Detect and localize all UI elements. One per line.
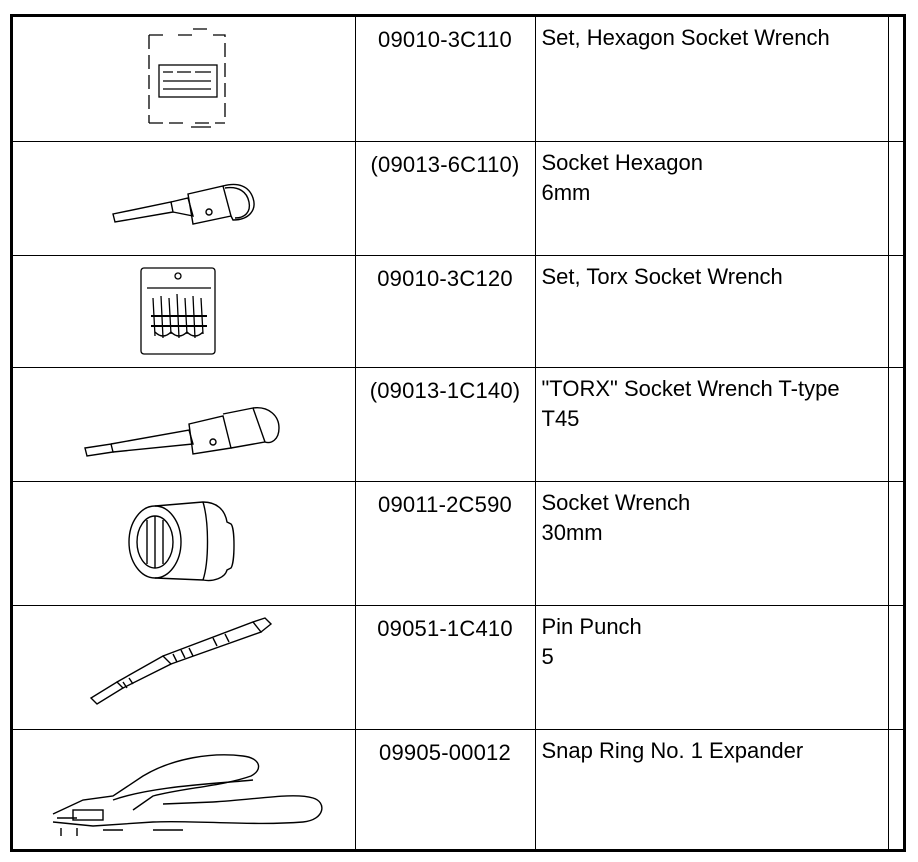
special-tools-table <box>13 17 903 849</box>
description-line: Set, Hexagon Socket Wrench <box>541 25 830 50</box>
tool-image-cell <box>13 141 355 255</box>
description <box>535 481 888 605</box>
description <box>535 17 888 141</box>
torx-socket-icon <box>13 368 353 480</box>
description-line: Socket Hexagon <box>541 149 703 175</box>
table-row <box>13 605 903 729</box>
description-line: 6mm <box>541 179 591 205</box>
blank-cell <box>888 367 903 481</box>
hexagon-socket-set-icon <box>13 17 353 139</box>
part-number: 09010-3C120 <box>355 255 535 367</box>
hexagon-socket-icon <box>13 142 353 254</box>
blank-cell <box>888 729 903 849</box>
description-line: Socket Wrench <box>541 489 691 515</box>
table-row <box>13 255 903 367</box>
tool-image-cell <box>13 729 355 849</box>
description-line: "TORX" Socket Wrench T-type <box>541 375 840 401</box>
blank-cell <box>888 17 903 141</box>
blank-cell <box>888 255 903 367</box>
part-number: 09905-00012 <box>355 729 535 849</box>
snap-ring-expander-icon <box>13 730 353 848</box>
description-line: Snap Ring No. 1 Expander <box>541 737 804 763</box>
description-line: Set, Torx Socket Wrench <box>541 263 783 289</box>
torx-socket-set-icon <box>13 256 353 366</box>
pin-punch-icon <box>13 606 353 728</box>
description <box>535 367 888 481</box>
description-line: Pin Punch <box>541 613 642 639</box>
part-number: (09013-1C140) <box>355 367 535 481</box>
tool-image-cell <box>13 255 355 367</box>
part-number: 09011-2C590 <box>355 481 535 605</box>
table-row <box>13 481 903 605</box>
part-number: (09013-6C110) <box>355 141 535 255</box>
part-number: 09010-3C110 <box>355 17 535 141</box>
tool-image-cell <box>13 17 355 141</box>
socket-wrench-icon <box>13 482 353 604</box>
description <box>535 141 888 255</box>
description-line: 5 <box>541 643 554 669</box>
table-row <box>13 17 903 141</box>
tool-image-cell <box>13 367 355 481</box>
description-line: 30mm <box>541 519 603 545</box>
description <box>535 605 888 729</box>
description <box>535 729 888 849</box>
part-number: 09051-1C410 <box>355 605 535 729</box>
description <box>535 255 888 367</box>
blank-cell <box>888 481 903 605</box>
table-row <box>13 141 903 255</box>
tool-image-cell <box>13 605 355 729</box>
blank-cell <box>888 141 903 255</box>
blank-cell <box>888 605 903 729</box>
tool-image-cell <box>13 481 355 605</box>
table-row <box>13 729 903 849</box>
table-row <box>13 367 903 481</box>
description-line: T45 <box>541 405 580 431</box>
